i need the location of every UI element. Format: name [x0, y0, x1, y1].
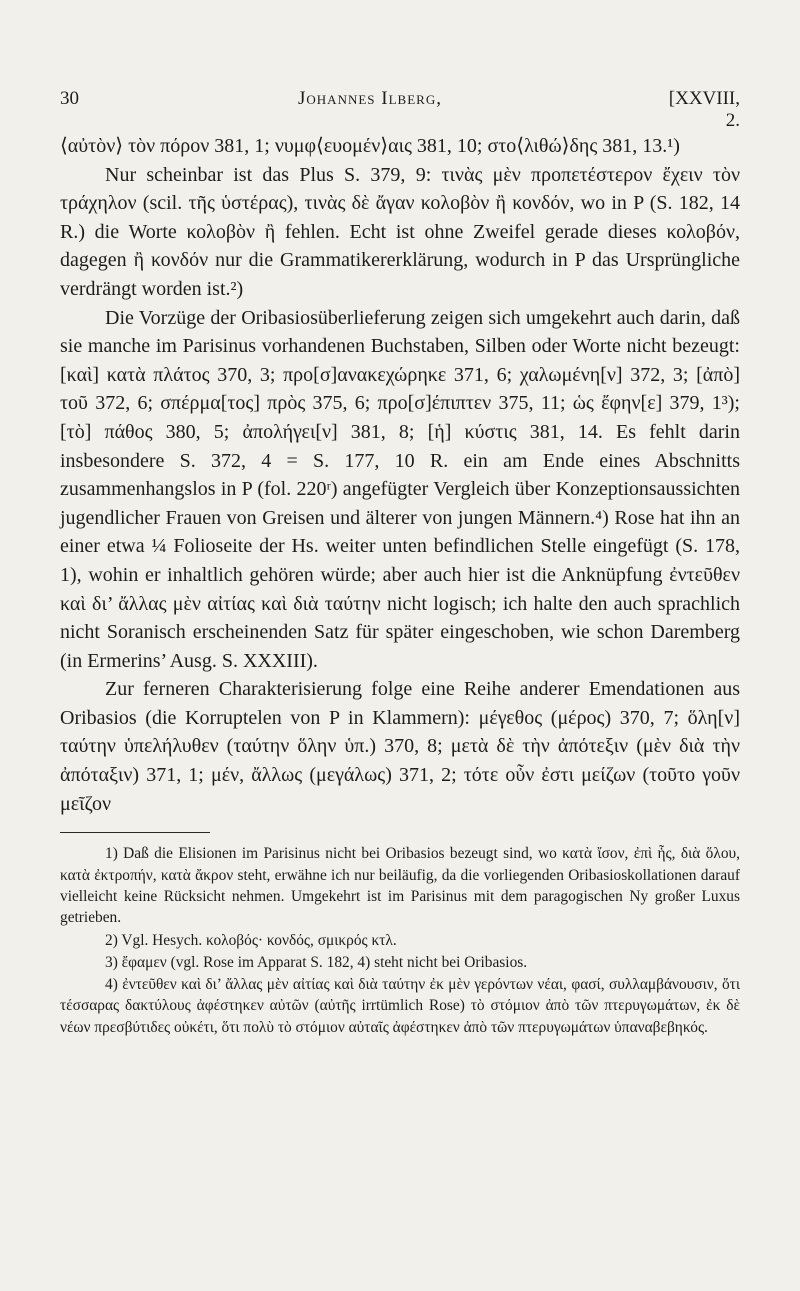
footnote-4: 4) ἐντεῦθεν καὶ δι’ ἄλλας μὲν αἰτίας καὶ διὰ ταύτην ἐκ μὲν γερόντων νέαι, φασί, συλλαμβάνουσιν, ὅτι τέσσαρας δακτύλους ἀφέστηκεν αὐτῶν (αὐτῆς irrtümlich Rose) τὸ στόμιον ἀπὸ τῶν πτερυγωμάτων, ἐκ δὲ νέων πρεσβύτιδες οὐκέτι, ὅτι πολὺ τὸ στόμιον αὐταῖς ἀφέστηκεν ἀπὸ τῶν πτερυγωμάτων ὑπαναβεβηκός. — [60, 975, 740, 1036]
running-title: Johannes Ilberg, — [298, 88, 442, 109]
footnote-2: 2) Vgl. Hesych. κολοβός· κονδός, σμικρός κτλ. — [105, 931, 397, 949]
main-text — [60, 132, 740, 818]
paragraph-4: Zur ferneren Charakterisierung folge eine Reihe anderer Emendationen aus Oribasios (die Korruptelen von P in Klammern): μέγεθος (μέρος) 370, 7; ὅλη[ν] ταύτην ὑπελήλυθεν (ταύτην ὅλην ὑπ.) 370, 8; μετὰ δὲ τὴν ἀπότεξιν (μὲν διὰ τὴν ἀπόταξιν) 371, 1; μέν, ἄλλως (μεγάλως) 371, 2; τότε οὖν ἐστι μείζων (τοῦτο γοῦν μεῖζον — [60, 678, 740, 815]
footnotes — [60, 843, 740, 1038]
footnote-rule — [60, 832, 210, 833]
volume-reference: [XXVIII, 2. — [668, 88, 740, 131]
paragraph-1: ⟨αὐτὸν⟩ τὸν πόρον 381, 1; νυμφ⟨ευομέν⟩αις 381, 10; στο⟨λιθώ⟩δης 381, 13.¹) — [60, 135, 680, 157]
footnote-1: 1) Daß die Elisionen im Parisinus nicht bei Oribasios bezeugt sind, wo κατὰ ἴσον, ἐπὶ ἧς, διὰ ὅλου, κατὰ ἐκτροπήν, κατὰ ἄκρον steht, erwähne ich nur beiläufig, da die vorliegenden Oribasioskollationen darauf vielleicht keine Rücksicht nehmen. Umgekehrt ist im Parisinus mit dem paragogischen Ny großer Luxus getrieben. — [60, 845, 740, 927]
paragraph-2: Nur scheinbar ist das Plus S. 379, 9: τινὰς μὲν προπετέστερον ἔχειν τὸν τράχηλον (scil. τῆς ὑστέρας), τινὰς δὲ ἄγαν κολοβὸν ἢ κονδόν, wo in P (S. 182, 14 R.) die Worte κολοβὸν ἢ fehlen. Echt ist ohne Zweifel gerade dieses κολοβόν, dagegen ἢ κονδόν nur die Grammatikererklärung, wodurch in P das Ursprüngliche verdrängt worden ist.²) — [60, 163, 740, 300]
running-head — [60, 88, 740, 131]
page — [60, 88, 740, 1038]
page-number: 30 — [60, 88, 79, 109]
footnote-3: 3) ἔφαμεν (vgl. Rose im Apparat S. 182, 4) steht nicht bei Oribasios. — [105, 954, 528, 972]
paragraph-3: Die Vorzüge der Oribasiosüberlieferung zeigen sich umgekehrt auch darin, daß sie manche im Parisinus vorhandenen Buchstaben, Silben oder Worte nicht bezeugt: [καὶ] κατὰ πλάτος 370, 3; προ[σ]ανακεχώρηκε 371, 6; χαλωμένη[ν] 372, 3; [ἀπὸ] τοῦ 372, 6; σπέρμα[τος] πρὸς 375, 6; προ[σ]έπιπτεν 375, 11; ὡς ἔφην[ε] 379, 1³); [τὸ] πάθος 380, 5; ἀπολήγει[ν] 381, 8; [ἡ] κύστις 381, 14. Es fehlt darin insbesondere S. 372, 4 = S. 177, 10 R. ein am Ende eines Abschnitts zusammenhangslos in P (fol. 220ʳ) angefügter Vergleich über Konzeptionsaussichten jugendlicher Frauen von Greisen und älterer von jungen Männern.⁴) Rose hat ihn an einer etwa ¼ Folioseite der Hs. weiter unten befindlichen Stelle eingefügt (S. 178, 1), wohin er inhaltlich gehören würde; aber auch hier ist die Anknüpfung ἐντεῦθεν καὶ δι’ ἄλλας μὲν αἰτίας καὶ διὰ ταύτην nicht logisch; ich halte den auch sprachlich nicht Soranisch erscheinenden Satz für später eingeschoben, wie schon Daremberg (in Ermerins’ Ausg. S. XXXIII). — [60, 306, 740, 672]
